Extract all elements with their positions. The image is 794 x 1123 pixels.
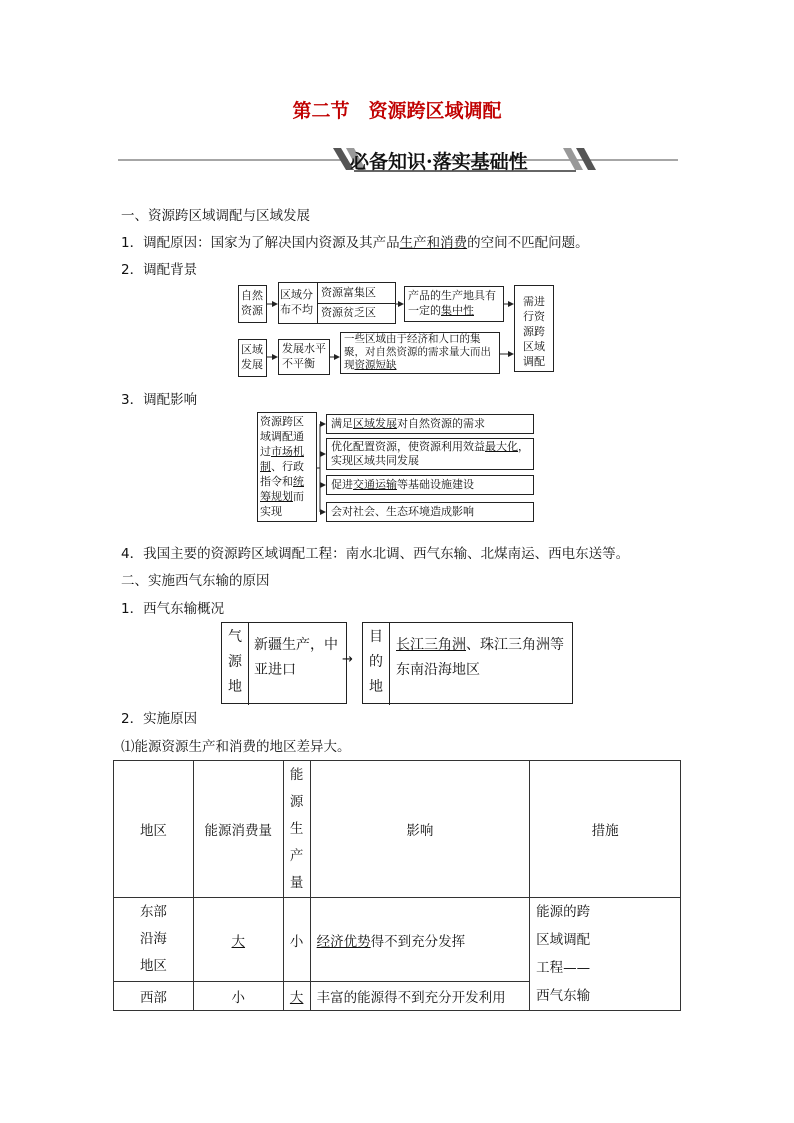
header-production: 能源生产量 bbox=[283, 761, 310, 898]
product-box: 产品的生产地具有一定的集中性 bbox=[404, 286, 504, 322]
cell-production: 小 bbox=[283, 898, 310, 982]
line-overview: 1．西气东输概况 bbox=[121, 601, 225, 617]
cell-region: 东部沿海地区 bbox=[114, 898, 194, 982]
header-measure: 措施 bbox=[530, 761, 681, 898]
flow-arrow: → bbox=[342, 652, 353, 667]
demand-box: 一些区域由于经济和人口的集聚，对自然资源的需求量大而出现资源短缺 bbox=[340, 332, 500, 374]
table-header-row bbox=[114, 761, 681, 898]
gas-source-label: 气源地 bbox=[222, 623, 249, 705]
destination-box bbox=[362, 622, 573, 704]
header-consumption: 能源消费量 bbox=[193, 761, 283, 898]
line-projects: 4．我国主要的资源跨区域调配工程：南水北调、西气东输、北煤南运、西电东送等。 bbox=[121, 546, 630, 562]
line-causes: 2．实施原因 bbox=[121, 711, 198, 727]
line-background: 2．调配背景 bbox=[121, 262, 198, 278]
section-title: 第二节 资源跨区域调配 bbox=[292, 100, 502, 122]
gas-source-box bbox=[221, 622, 347, 704]
cell-impact: 经济优势得不到充分发挥 bbox=[310, 898, 530, 982]
cell-consumption: 小 bbox=[193, 982, 283, 1011]
impact-item-2: 优化配置资源，使资源利用效益最大化，实现区域共同发展 bbox=[326, 438, 534, 470]
impact-left-box: 资源跨区域调配通过市场机制、行政指令和统筹规划而实现 bbox=[257, 412, 317, 522]
banner-title: 必备知识·落实基础性 bbox=[350, 151, 528, 173]
destination-text: 长江三角洲、珠江三角洲等 东南沿海地区 bbox=[396, 637, 564, 678]
need-allocation-box: 需进行资源跨区域调配 bbox=[514, 285, 554, 372]
cell-consumption: 大 bbox=[193, 898, 283, 982]
line-cause-1: ⑴能源资源生产和消费的地区差异大。 bbox=[121, 739, 351, 755]
line-impact: 3．调配影响 bbox=[121, 392, 198, 408]
table-row bbox=[114, 898, 681, 982]
natural-resources-box: 自然资源 bbox=[238, 285, 267, 323]
impact-item-3: 促进交通运输等基础设施建设 bbox=[326, 475, 534, 495]
destination-label: 目的地 bbox=[363, 623, 390, 705]
cell-measure: 能源的跨区域调配工程——西气东输 bbox=[530, 898, 681, 1011]
energy-table bbox=[113, 760, 681, 1011]
section-heading-1: 一、资源跨区域调配与区域发展 bbox=[121, 208, 310, 224]
header-region: 地区 bbox=[114, 761, 194, 898]
level-box: 发展水平不平衡 bbox=[278, 339, 330, 375]
regional-development-box: 区域发展 bbox=[238, 339, 267, 377]
cell-impact: 丰富的能源得不到充分开发利用 bbox=[310, 982, 530, 1011]
cell-region: 西部 bbox=[114, 982, 194, 1011]
line-reason: 1．调配原因：国家为了解决国内资源及其产品生产和消费的空间不匹配问题。 bbox=[121, 235, 589, 251]
gas-source-text: 新疆生产，中亚进口 bbox=[254, 637, 338, 678]
section-heading-2: 二、实施西气东输的原因 bbox=[121, 573, 270, 589]
cell-production: 大 bbox=[283, 982, 310, 1011]
impact-arrows bbox=[0, 0, 794, 540]
impact-item-4: 会对社会、生态环境造成影响 bbox=[326, 502, 534, 522]
impact-item-1: 满足区域发展对自然资源的需求 bbox=[326, 414, 534, 434]
header-impact: 影响 bbox=[310, 761, 530, 898]
uneven-box: 区域分布不均 资源富集区 资源贫乏区 bbox=[278, 282, 396, 324]
